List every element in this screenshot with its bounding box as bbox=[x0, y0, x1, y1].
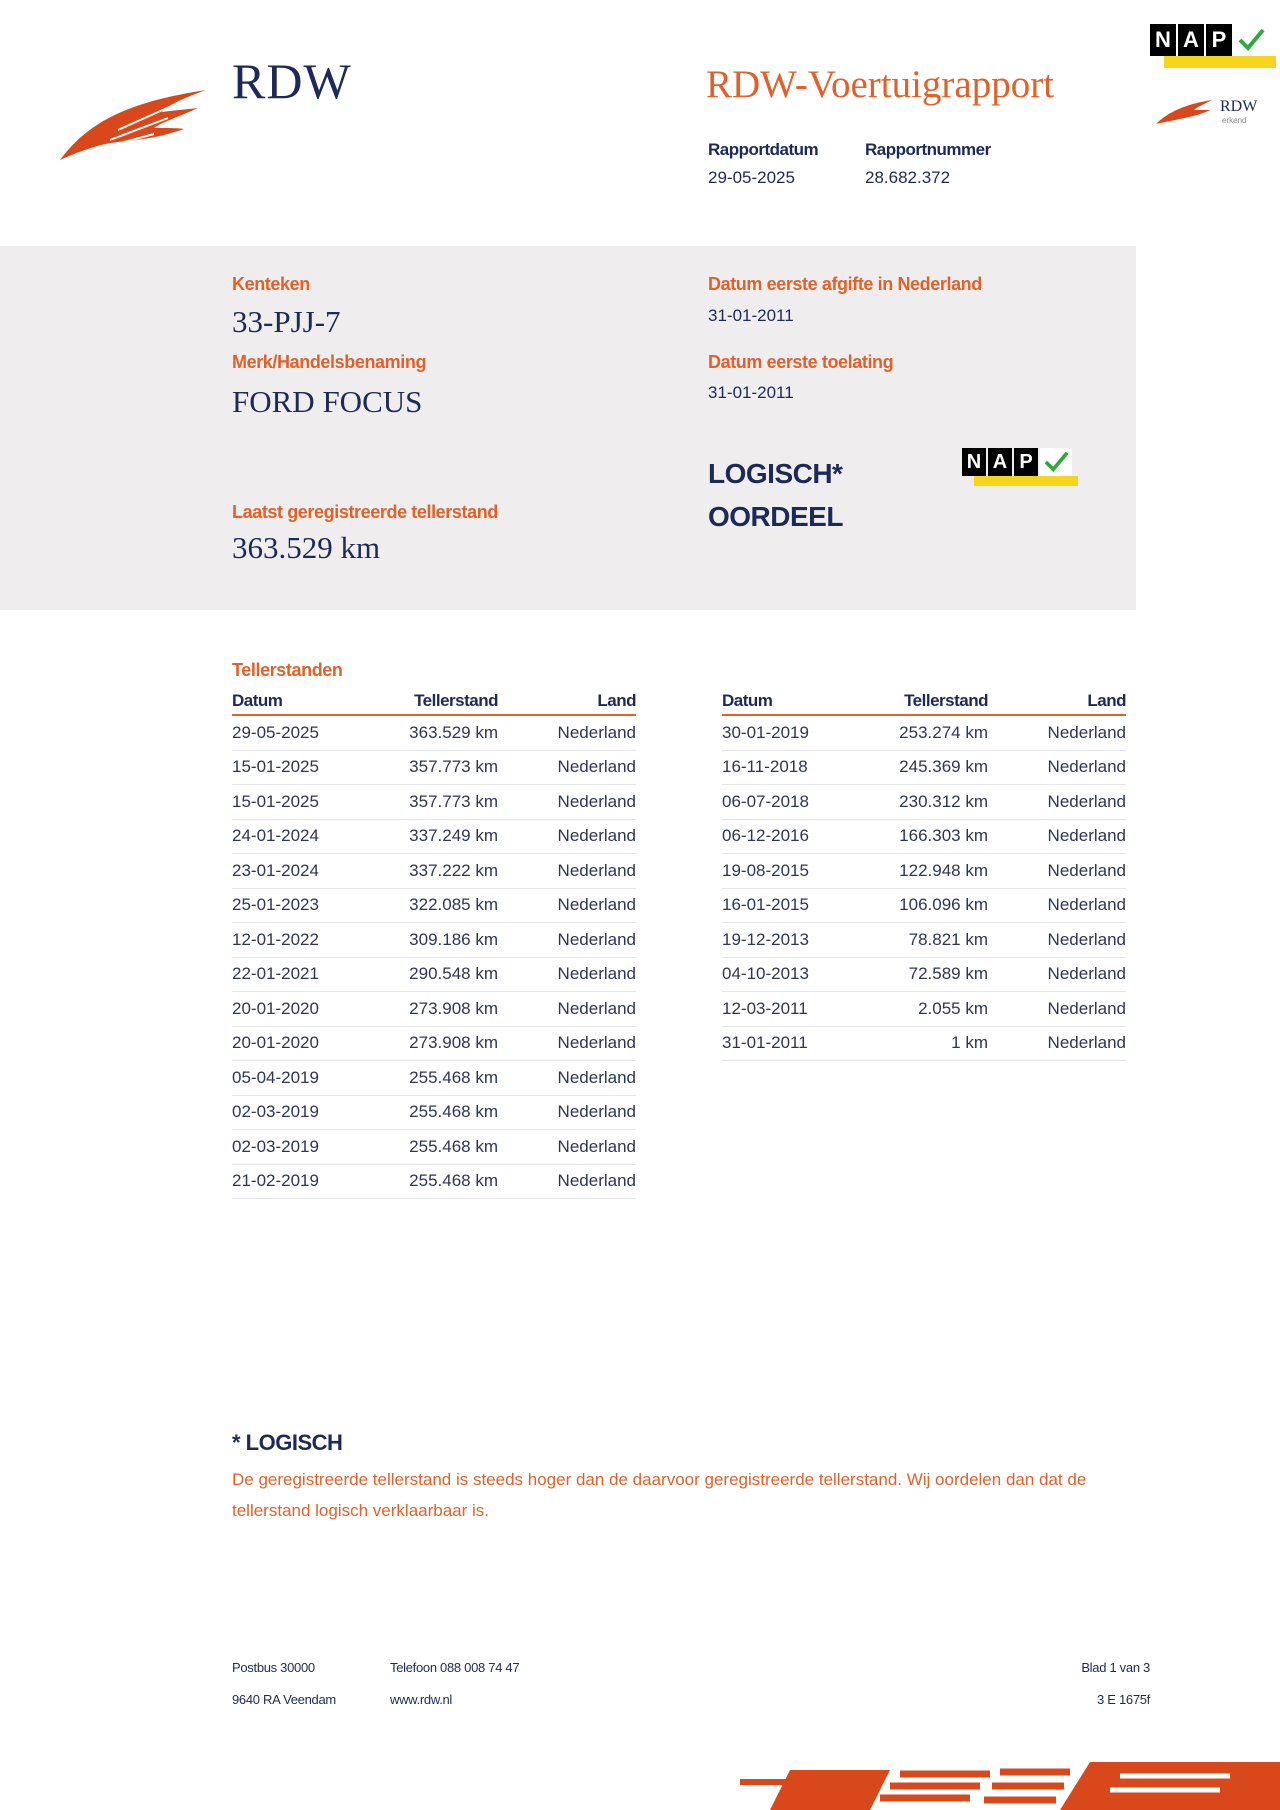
plate-value: 33-PJJ-7 bbox=[232, 304, 341, 339]
row-reading: 322.085 km bbox=[409, 895, 498, 915]
footer-po-box: Postbus 30000 bbox=[232, 1660, 315, 1675]
row-reading: 255.468 km bbox=[409, 1171, 498, 1191]
nap-letter: N bbox=[1150, 24, 1176, 56]
report-number-block bbox=[865, 140, 991, 188]
footer-city: 9640 RA Veendam bbox=[232, 1692, 336, 1707]
odometer-table-left bbox=[232, 690, 636, 1199]
row-country: Nederland bbox=[1047, 757, 1126, 777]
row-reading: 273.908 km bbox=[409, 1033, 498, 1053]
row-reading: 72.589 km bbox=[908, 964, 988, 984]
row-reading: 290.548 km bbox=[409, 964, 498, 984]
rdw-erkend-brand: RDW bbox=[1220, 98, 1258, 115]
header-reading: Tellerstand bbox=[904, 691, 988, 710]
row-reading: 78.821 km bbox=[908, 929, 988, 949]
vehicle-summary-panel bbox=[0, 246, 1136, 610]
row-reading: 245.369 km bbox=[899, 757, 988, 777]
row-reading: 255.468 km bbox=[409, 1102, 498, 1122]
report-date-label: Rapportdatum bbox=[708, 140, 819, 159]
table-row bbox=[722, 958, 1126, 993]
rdw-erkend-logo bbox=[1154, 98, 1264, 130]
table-row bbox=[722, 992, 1126, 1027]
row-date: 04-10-2013 bbox=[722, 964, 809, 984]
header-date: Datum bbox=[722, 691, 773, 710]
first-admission-value: 31-01-2011 bbox=[708, 383, 794, 402]
row-reading: 357.773 km bbox=[409, 791, 498, 811]
row-date: 29-05-2025 bbox=[232, 722, 319, 742]
verdict-line1: LOGISCH* bbox=[708, 458, 843, 489]
row-country: Nederland bbox=[557, 722, 636, 742]
table-row bbox=[232, 716, 636, 751]
table-row bbox=[232, 1130, 636, 1165]
row-country: Nederland bbox=[557, 929, 636, 949]
row-date: 06-12-2016 bbox=[722, 826, 809, 846]
report-number-label: Rapportnummer bbox=[865, 140, 991, 159]
plate-label: Kenteken bbox=[232, 274, 310, 294]
row-country: Nederland bbox=[557, 895, 636, 915]
footnote-text: De geregistreerde tellerstand is steeds hoger dan de daarvoor geregistreerde tellerstand. Wij oordelen dan dat de tellerstand logisch verklaarbaar is. bbox=[232, 1470, 1087, 1520]
row-reading: 106.096 km bbox=[899, 895, 988, 915]
row-country: Nederland bbox=[1047, 826, 1126, 846]
header-country: Land bbox=[597, 691, 636, 710]
table-row bbox=[232, 1096, 636, 1131]
report-date: 29-05-2025 bbox=[708, 168, 795, 187]
row-date: 21-02-2019 bbox=[232, 1171, 319, 1191]
report-title: RDW-Voertuigrapport bbox=[706, 63, 1055, 106]
table-row bbox=[232, 992, 636, 1027]
row-country: Nederland bbox=[1047, 964, 1126, 984]
row-country: Nederland bbox=[1047, 722, 1126, 742]
footer-phone: Telefoon 088 008 74 47 bbox=[390, 1660, 520, 1675]
row-country: Nederland bbox=[557, 1067, 636, 1087]
report-number: 28.682.372 bbox=[865, 168, 951, 187]
table-header bbox=[232, 690, 636, 716]
table-row bbox=[232, 958, 636, 993]
row-country: Nederland bbox=[557, 860, 636, 880]
row-date: 19-12-2013 bbox=[722, 929, 809, 949]
footnote-title: * LOGISCH bbox=[232, 1430, 343, 1455]
row-date: 15-01-2025 bbox=[232, 791, 319, 811]
nap-letter: P bbox=[1206, 24, 1232, 56]
row-reading: 309.186 km bbox=[409, 929, 498, 949]
last-odometer-value: 363.529 km bbox=[232, 530, 381, 565]
header-country: Land bbox=[1087, 691, 1126, 710]
table-row bbox=[722, 923, 1126, 958]
row-country: Nederland bbox=[1047, 860, 1126, 880]
row-country: Nederland bbox=[557, 964, 636, 984]
row-reading: 337.222 km bbox=[409, 860, 498, 880]
nap-underline bbox=[974, 476, 1078, 486]
last-odometer-label: Laatst geregistreerde tellerstand bbox=[232, 502, 498, 522]
nap-letter: N bbox=[962, 448, 986, 476]
first-issue-nl-label: Datum eerste afgifte in Nederland bbox=[708, 274, 982, 294]
table-row bbox=[232, 889, 636, 924]
row-date: 30-01-2019 bbox=[722, 722, 809, 742]
odometer-table-right bbox=[722, 690, 1126, 1061]
row-country: Nederland bbox=[1047, 998, 1126, 1018]
table-row bbox=[722, 1027, 1126, 1062]
table-row bbox=[722, 751, 1126, 786]
table-row bbox=[722, 889, 1126, 924]
row-reading: 337.249 km bbox=[409, 826, 498, 846]
table-row bbox=[232, 1165, 636, 1200]
table-row bbox=[722, 785, 1126, 820]
header-reading: Tellerstand bbox=[414, 691, 498, 710]
checkmark-icon bbox=[1234, 24, 1268, 56]
row-country: Nederland bbox=[1047, 929, 1126, 949]
table-row bbox=[232, 751, 636, 786]
row-date: 25-01-2023 bbox=[232, 895, 319, 915]
row-date: 16-01-2015 bbox=[722, 895, 809, 915]
row-reading: 2.055 km bbox=[918, 998, 988, 1018]
row-reading: 253.274 km bbox=[899, 722, 988, 742]
make-value: FORD FOCUS bbox=[232, 384, 423, 419]
row-country: Nederland bbox=[557, 1102, 636, 1122]
row-reading: 166.303 km bbox=[899, 826, 988, 846]
decorative-stripes bbox=[730, 1752, 1280, 1810]
row-country: Nederland bbox=[557, 826, 636, 846]
nap-underline bbox=[1164, 56, 1276, 68]
row-country: Nederland bbox=[1047, 895, 1126, 915]
row-date: 12-03-2011 bbox=[722, 998, 808, 1018]
row-reading: 122.948 km bbox=[899, 860, 988, 880]
row-date: 22-01-2021 bbox=[232, 964, 319, 984]
row-reading: 357.773 km bbox=[409, 757, 498, 777]
row-country: Nederland bbox=[557, 791, 636, 811]
row-country: Nederland bbox=[557, 1136, 636, 1156]
row-date: 31-01-2011 bbox=[722, 1033, 808, 1053]
row-date: 24-01-2024 bbox=[232, 826, 319, 846]
table-header bbox=[722, 690, 1126, 716]
verdict-line2: OORDEEL bbox=[708, 501, 843, 532]
table-row bbox=[722, 820, 1126, 855]
brand-name: RDW bbox=[232, 53, 352, 109]
rdw-erkend-sub: erkend bbox=[1222, 116, 1247, 125]
row-country: Nederland bbox=[1047, 1033, 1126, 1053]
row-date: 16-11-2018 bbox=[722, 757, 808, 777]
header-date: Datum bbox=[232, 691, 283, 710]
footer-website[interactable]: www.rdw.nl bbox=[390, 1692, 453, 1707]
table-row bbox=[722, 716, 1126, 751]
row-reading: 230.312 km bbox=[899, 791, 988, 811]
row-country: Nederland bbox=[557, 1171, 636, 1191]
table-row bbox=[722, 854, 1126, 889]
row-country: Nederland bbox=[557, 757, 636, 777]
row-date: 06-07-2018 bbox=[722, 791, 809, 811]
table-row bbox=[232, 785, 636, 820]
row-date: 05-04-2019 bbox=[232, 1067, 319, 1087]
row-date: 20-01-2020 bbox=[232, 998, 319, 1018]
first-admission-label: Datum eerste toelating bbox=[708, 352, 894, 372]
row-date: 19-08-2015 bbox=[722, 860, 809, 880]
table-row bbox=[232, 1027, 636, 1062]
nap-letter: P bbox=[1014, 448, 1038, 476]
odometer-table-title: Tellerstanden bbox=[232, 660, 343, 680]
nap-verdict-logo bbox=[962, 448, 1072, 476]
make-label: Merk/Handelsbenaming bbox=[232, 352, 427, 372]
row-reading: 255.468 km bbox=[409, 1067, 498, 1087]
row-date: 20-01-2020 bbox=[232, 1033, 319, 1053]
checkmark-icon bbox=[1040, 448, 1072, 476]
row-date: 02-03-2019 bbox=[232, 1102, 319, 1122]
rdw-feather-icon bbox=[1154, 98, 1214, 126]
footer-code: 3 E 1675f bbox=[1097, 1692, 1150, 1707]
table-row bbox=[232, 820, 636, 855]
nap-letter: A bbox=[1178, 24, 1204, 56]
row-reading: 255.468 km bbox=[409, 1136, 498, 1156]
table-row bbox=[232, 923, 636, 958]
first-issue-nl-value: 31-01-2011 bbox=[708, 306, 794, 325]
row-reading: 1 km bbox=[951, 1033, 988, 1053]
rdw-feather-logo bbox=[58, 82, 208, 162]
footer-page: Blad 1 van 3 bbox=[1081, 1660, 1150, 1675]
row-date: 15-01-2025 bbox=[232, 757, 319, 777]
row-country: Nederland bbox=[557, 1033, 636, 1053]
row-date: 02-03-2019 bbox=[232, 1136, 319, 1156]
table-row bbox=[232, 854, 636, 889]
row-country: Nederland bbox=[1047, 791, 1126, 811]
row-date: 12-01-2022 bbox=[232, 929, 319, 949]
panel-corner bbox=[0, 584, 160, 614]
nap-letter: A bbox=[988, 448, 1012, 476]
report-date-block bbox=[708, 140, 818, 188]
table-row bbox=[232, 1061, 636, 1096]
row-reading: 273.908 km bbox=[409, 998, 498, 1018]
row-reading: 363.529 km bbox=[409, 722, 498, 742]
verdict bbox=[708, 452, 843, 538]
row-country: Nederland bbox=[557, 998, 636, 1018]
row-date: 23-01-2024 bbox=[232, 860, 319, 880]
nap-logo bbox=[1150, 24, 1268, 56]
